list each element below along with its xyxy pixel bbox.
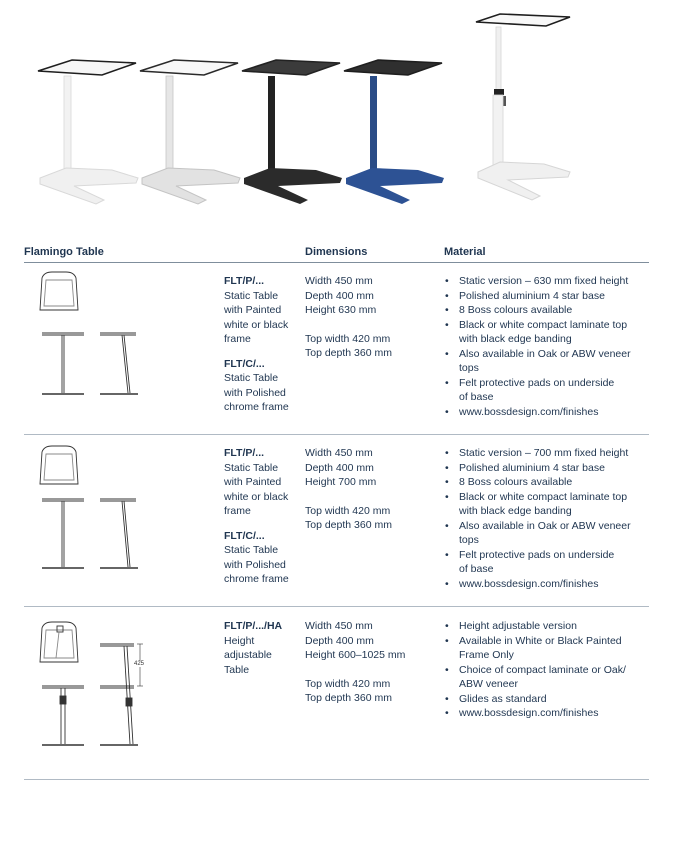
product-description: white or black: [224, 318, 289, 331]
dimensions-header: Dimensions: [305, 246, 368, 258]
product-description: white or black: [224, 490, 289, 503]
material-item: • Choice of compact laminate or Oak/ ABW veneer: [444, 663, 649, 692]
static-table-700-technical-drawing: [36, 444, 146, 574]
dimension-value: Depth 400 mm: [305, 461, 374, 474]
dimension-value: Top depth 360 mm: [305, 347, 392, 359]
material-item: • Available in White or Black Painted Frame Only: [444, 634, 649, 663]
finishes-link[interactable]: • www.bossdesign.com/finishes: [444, 405, 649, 420]
product-description: frame: [224, 505, 251, 517]
material-item: • Felt protective pads on underside of base: [444, 376, 649, 405]
blue-table-photo: [344, 60, 444, 204]
product-code: FLT/C/...: [224, 357, 265, 370]
product-code: FLT/C/...: [224, 529, 265, 542]
product-photo-strip: [0, 0, 676, 235]
product-description: chrome frame: [224, 401, 289, 413]
header-divider: [24, 262, 649, 263]
material-item: • Static version – 630 mm fixed height: [444, 274, 649, 289]
finishes-link[interactable]: • www.bossdesign.com/finishes: [444, 706, 649, 721]
dimension-value: Top width 420 mm: [305, 332, 391, 345]
product-description: with Painted: [224, 476, 282, 488]
light-grey-table-photo: [140, 60, 240, 204]
material-item: • Also available in Oak or ABW veneer tops: [444, 347, 649, 376]
material-item: • Glides as standard: [444, 692, 649, 707]
product-description: with Painted: [224, 304, 282, 316]
material-item: • Felt protective pads on underside of base: [444, 548, 649, 577]
dimension-value: Top width 420 mm: [305, 504, 391, 517]
material-item: • Black or white compact laminate top with black edge banding: [444, 490, 649, 519]
product-description: chrome frame: [224, 573, 289, 585]
material-item: • 8 Boss colours available: [444, 303, 649, 318]
material-item: • Polished aluminium 4 star base: [444, 461, 649, 476]
dimension-value: Depth 400 mm: [305, 289, 374, 302]
white-table-photo: [38, 60, 138, 204]
product-description: Table: [224, 663, 250, 676]
dimension-value: Top depth 360 mm: [305, 692, 392, 704]
product-description: with Polished: [224, 386, 286, 399]
height-adjustable-table-technical-drawing: [36, 618, 146, 750]
dimension-value: Height 700 mm: [305, 476, 377, 488]
dimension-value: Width 450 mm: [305, 620, 373, 632]
material-item: • 8 Boss colours available: [444, 475, 649, 490]
material-list-row-2: [444, 446, 649, 591]
product-description: frame: [224, 333, 251, 345]
dimension-value: Height 630 mm: [305, 304, 377, 316]
product-description: Static Table: [224, 372, 279, 384]
dimension-value: Width 450 mm: [305, 447, 373, 459]
product-name-header: Flamingo Table: [24, 246, 104, 258]
product-description: Static Table: [224, 289, 279, 302]
page-footer-space: [0, 782, 676, 845]
row-divider: [24, 606, 649, 607]
dimension-value: Top width 420 mm: [305, 677, 391, 690]
material-header: Material: [444, 246, 486, 258]
product-description: Static Table: [224, 544, 279, 556]
product-code: FLT/P/...: [224, 447, 265, 459]
row-divider: [24, 779, 649, 780]
material-item: • Polished aluminium 4 star base: [444, 289, 649, 304]
product-code: FLT/P/.../HA: [224, 620, 283, 632]
material-item: • Also available in Oak or ABW veneer tops: [444, 519, 649, 548]
product-code: FLT/P/...: [224, 275, 265, 287]
product-codes-row-1: [224, 274, 302, 415]
finishes-link[interactable]: • www.bossdesign.com/finishes: [444, 577, 649, 592]
dimension-value: Width 450 mm: [305, 275, 373, 287]
dimensions-row-2: [305, 446, 435, 533]
material-list-row-1: [444, 274, 649, 419]
dimension-value: Depth 400 mm: [305, 634, 374, 647]
material-item: • Static version – 700 mm fixed height: [444, 446, 649, 461]
material-item: • Black or white compact laminate top with black edge banding: [444, 318, 649, 347]
black-table-photo: [242, 60, 342, 204]
product-description: Static Table: [224, 461, 279, 474]
dimension-value: Top depth 360 mm: [305, 519, 392, 531]
dimension-value: Height 600–1025 mm: [305, 649, 406, 661]
product-codes-row-3: [224, 619, 302, 677]
height-adjustable-table-photo: [476, 14, 570, 200]
product-description: adjustable: [224, 649, 272, 661]
height-adjust-range-label: 425: [134, 661, 145, 667]
row-divider: [24, 434, 649, 435]
static-table-630-technical-drawing: [36, 270, 146, 400]
product-description: Height: [224, 634, 255, 647]
dimensions-row-1: [305, 274, 435, 361]
product-description: with Polished: [224, 558, 286, 571]
dimensions-row-3: [305, 619, 435, 706]
material-list-row-3: [444, 619, 649, 721]
product-codes-row-2: [224, 446, 302, 587]
material-item: • Height adjustable version: [444, 619, 649, 634]
